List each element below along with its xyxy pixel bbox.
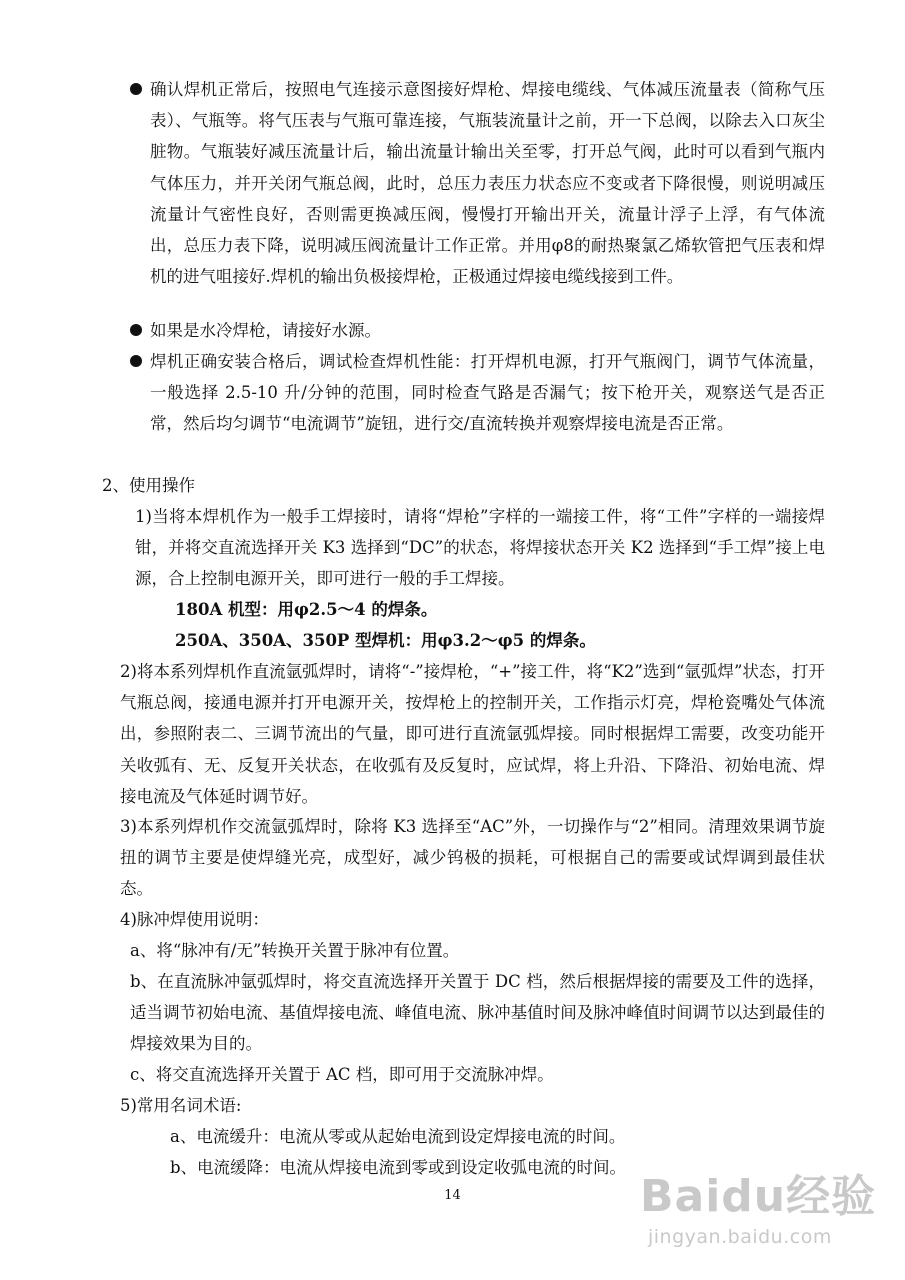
bullet-dot xyxy=(130,355,142,367)
bullet-paragraph-1: 确认焊机正常后，按照电气连接示意图接好焊枪、焊接电缆线、气体减压流量表（简称气压表）、气瓶等。将气压表与气瓶可靠连接，气瓶装流量计之前，开一下总阀，以除去入口灰尘脏物。气瓶装好减压流量计后，输出流量计输出关至零，打开总气阀，此时可以看到气瓶内气体压力，并开关闭气瓶总阀，此时，总压力表压力状态应不变或者下降很慢，则说明减压流量计气密性良好，否则需更换减压阀，慢慢打开输出开关，流量计浮子上浮，有气体流出，总压力表下降，说明减压阀流量计工作正常。并用φ8的耐热聚氯乙烯软管把气压表和焊机的进气咀接好.焊机的输出负极接焊枪，正极通过焊接电缆线接到工件。 xyxy=(150,80,825,287)
usage-item-4c: c、将交直流选择开关置于 AC 档，即可用于交流脉冲焊。 xyxy=(130,1065,554,1084)
watermark-url: jingyan.baidu.com xyxy=(648,1226,832,1248)
watermark-logo: Baidu经验 xyxy=(640,1171,877,1222)
bullet-dot xyxy=(130,324,142,336)
bullet-dot xyxy=(130,83,142,95)
usage-item-2: 2)将本系列焊机作直流氩弧焊时，请将“-”接焊枪，“+”接工件，将“K2”选到“氩弧焊”状态，打开气瓶总阀，接通电源并打开电源开关，按焊枪上的控制开关，工作指示灯亮，焊枪瓷嘴处气体流出，参照附表二、三调节流出的气量，即可进行直流氩弧焊接。同时根据焊工需要，改变功能开关收弧有、无、反复开关状态，在收弧有及反复时，应试焊，将上升沿、下降沿、初始电流、焊接电流及气体延时调节好。 xyxy=(120,662,825,806)
electrode-spec-180a: 180A 机型：用φ2.5～4 的焊条。 xyxy=(175,600,438,619)
bullet-paragraph-2: 如果是水冷焊枪，请接好水源。 xyxy=(150,321,381,340)
baidu-watermark xyxy=(640,1150,890,1270)
usage-item-1: 1)当将本焊机作为一般手工焊接时，请将“焊枪”字样的一端接工件，将“工件”字样的一端接焊钳，并将交直流选择开关 K3 选择到“DC”的状态，将焊接状态开关 K2 选择到“手工焊”接上电源，合上控制电源开关，即可进行一般的手工焊接。 xyxy=(135,507,825,589)
electrode-spec-250a-350a: 250A、350A、350P 型焊机：用φ3.2～φ5 的焊条。 xyxy=(175,631,596,650)
page-number: 14 xyxy=(444,1188,461,1203)
usage-item-4-title: 4)脉冲焊使用说明： xyxy=(120,910,269,929)
section-title: 2、使用操作 xyxy=(102,476,195,495)
usage-item-5-title: 5)常用名词术语: xyxy=(120,1096,242,1115)
usage-item-5a: a、电流缓升：电流从零或从起始电流到设定焊接电流的时间。 xyxy=(170,1127,626,1146)
usage-item-3: 3)本系列焊机作交流氩弧焊时，除将 K3 选择至“AC”外，一切操作与“2”相同。清理效果调节旋扭的调节主要是使焊缝光亮，成型好，减少钨极的损耗，可根据自己的需要或试焊调到最佳状态。 xyxy=(120,817,825,899)
usage-item-4a: a、将“脉冲有/无”转换开关置于脉冲有位置。 xyxy=(130,941,460,960)
bullet-paragraph-3: 焊机正确安装合格后，调试检查焊机性能：打开焊机电源，打开气瓶阀门，调节气体流量，一般选择 2.5-10 升/分钟的范围，同时检查气路是否漏气；按下枪开关，观察送气是否正常，然后均匀调节“电流调节”旋钮，进行交/直流转换并观察焊接电流是否正常。 xyxy=(150,352,825,434)
usage-item-4b: b、在直流脉冲氩弧焊时，将交直流选择开关置于 DC 档，然后根据焊接的需要及工件的选择，适当调节初始电流、基值焊接电流、峰值电流、脉冲基值时间及脉冲峰值时间调节以达到最佳的焊接效果为目的。 xyxy=(130,972,825,1054)
usage-item-5b: b、电流缓降：电流从焊接电流到零或到设定收弧电流的时间。 xyxy=(170,1158,627,1177)
